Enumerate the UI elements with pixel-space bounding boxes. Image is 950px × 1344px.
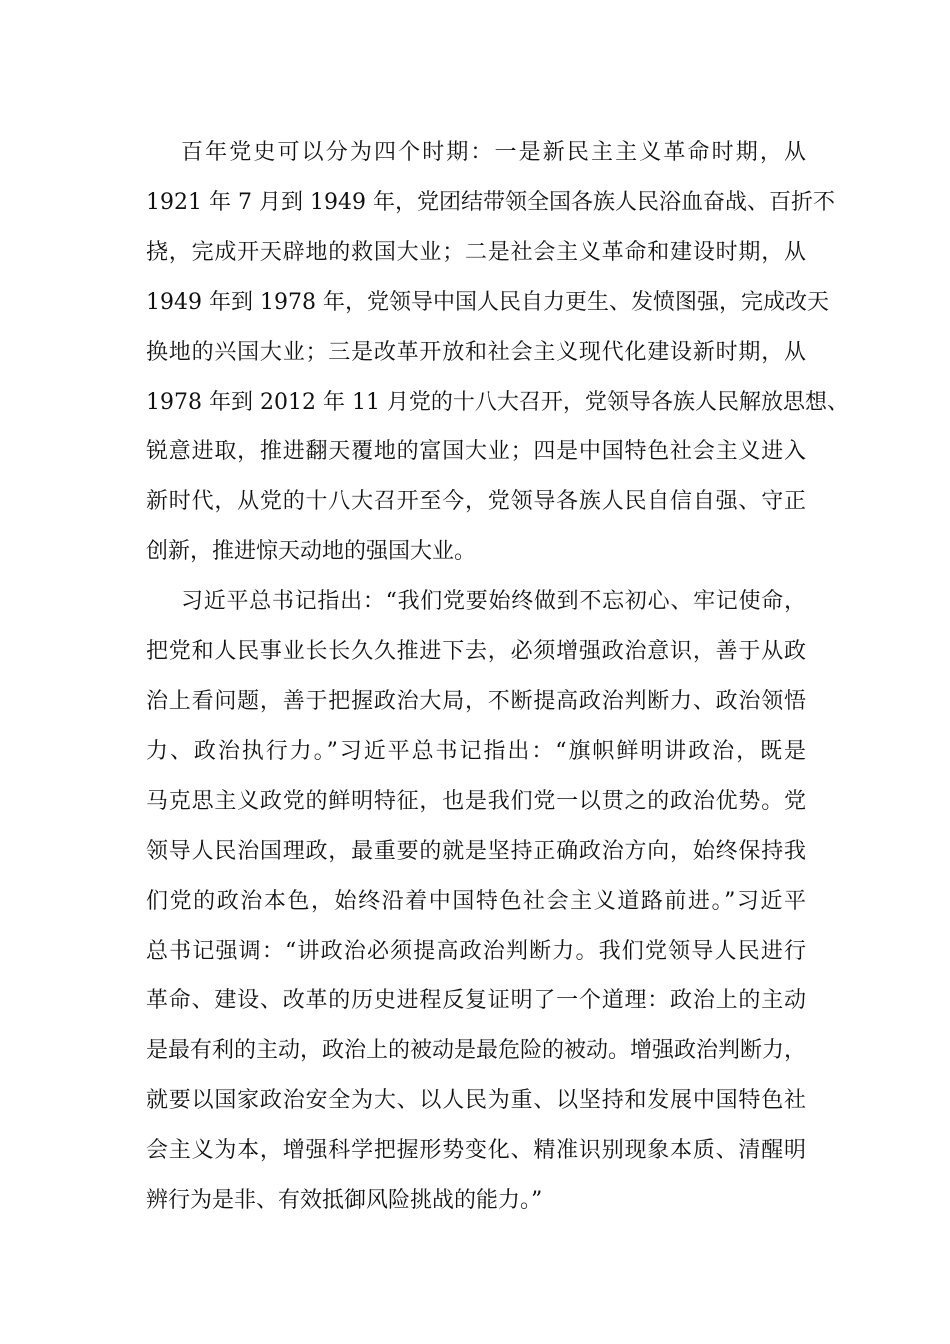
text-line: 们党的政治本色，始终沿着中国特色社会主义道路前进。”习近平: [146, 888, 806, 914]
body-text: [146, 128, 849, 1226]
text-line: 总书记强调：“讲政治必须提高政治判断力。我们党领导人民进行: [146, 938, 806, 964]
text-line: 会主义为本，增强科学把握形势变化、精准识别现象本质、清醒明: [146, 1138, 806, 1164]
text-line: 马克思主义政党的鲜明特征，也是我们党一以贯之的政治优势。党: [146, 788, 806, 814]
text-line: 1978 年到 2012 年 11 月党的十八大召开，党领导各族人民解放思想、: [146, 389, 849, 415]
text-line: 创新，推进惊天动地的强国大业。: [146, 539, 477, 565]
paragraph-history-periods: [146, 128, 849, 577]
text-line: 新时代，从党的十八大召开至今，党领导各族人民自信自强、守正: [146, 489, 806, 515]
paragraph-political-awareness: [146, 577, 806, 1226]
text-line: 百年党史可以分为四个时期：一是新民主主义革命时期，从: [181, 140, 806, 165]
text-line: 治上看问题，善于把握政治大局，不断提高政治判断力、政治领悟: [146, 688, 806, 714]
text-line: 辨行为是非、有效抵御风险挑战的能力。”: [146, 1188, 543, 1214]
text-line: 习近平总书记指出：“我们党要始终做到不忘初心、牢记使命，: [181, 589, 806, 615]
text-line: 是最有利的主动，政治上的被动是最危险的被动。增强政治判断力，: [146, 1038, 807, 1064]
text-line: 把党和人民事业长长久久推进下去，必须增强政治意识，善于从政: [146, 639, 806, 665]
text-line: 力、政治执行力。”习近平总书记指出：“旗帜鲜明讲政治，既是: [146, 738, 806, 764]
text-line: 就要以国家政治安全为大、以人民为重、以坚持和发展中国特色社: [146, 1088, 806, 1114]
text-line: 锐意进取，推进翻天覆地的富国大业；四是中国特色社会主义进入: [146, 439, 806, 465]
text-line: 1921 年 7 月到 1949 年，党团结带领全国各族人民浴血奋战、百折不: [146, 189, 835, 215]
text-line: 领导人民治国理政，最重要的就是坚持正确政治方向，始终保持我: [146, 838, 806, 864]
text-line: 革命、建设、改革的历史进程反复证明了一个道理：政治上的主动: [146, 988, 806, 1014]
text-line: 1949 年到 1978 年，党领导中国人民自力更生、发愤图强，完成改天: [146, 289, 829, 315]
text-line: 换地的兴国大业；三是改革开放和社会主义现代化建设新时期，从: [146, 339, 806, 365]
text-line: 挠，完成开天辟地的救国大业；二是社会主义革命和建设时期，从: [146, 239, 806, 265]
